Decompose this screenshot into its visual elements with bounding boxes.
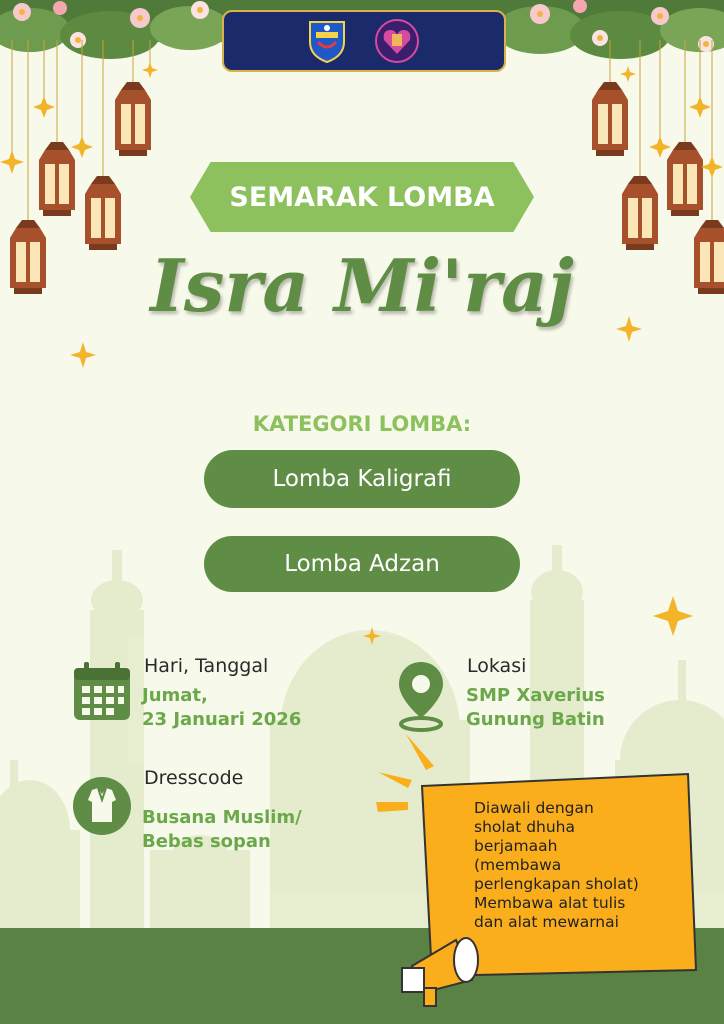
location-pin-icon (396, 660, 446, 732)
event-title: Isra Mi'raj (150, 243, 574, 328)
dresscode-value-line1: Busana Muslim/ (142, 807, 302, 828)
dresscode-value-line2: Bebas sopan (142, 831, 271, 852)
lantern-icon (39, 142, 75, 216)
date-value-line2: 23 Januari 2026 (142, 709, 302, 730)
header-plaque (222, 10, 506, 72)
calendar-icon (72, 660, 132, 722)
lantern-icon (10, 220, 46, 294)
star-icon (620, 66, 636, 82)
note-line: (membawa (474, 856, 562, 874)
note-line: sholat dhuha (474, 818, 575, 836)
note-line: dan alat mewarnai (474, 913, 619, 931)
lantern-icon (694, 220, 724, 294)
community-logo-icon (374, 18, 420, 64)
star-icon (689, 96, 711, 118)
category-pill-adzan (204, 536, 520, 592)
location-value-line2: Gunung Batin (466, 709, 605, 730)
star-icon (701, 156, 723, 178)
lantern-icon (622, 176, 658, 250)
note-line: Diawali dengan (474, 799, 594, 817)
lantern-icon (115, 82, 151, 156)
lantern-icon (667, 142, 703, 216)
shirt-icon (72, 776, 132, 836)
star-icon (0, 150, 24, 174)
note-text (474, 799, 694, 932)
categories-heading: KATEGORI LOMBA: (252, 412, 472, 436)
date-label: Hari, Tanggal (144, 655, 269, 677)
school-crest-icon (304, 18, 350, 64)
sparkle-icon (70, 342, 96, 368)
star-icon (33, 96, 55, 118)
note-line: Membawa alat tulis (474, 894, 626, 912)
location-label: Lokasi (467, 655, 527, 677)
lantern-icon (592, 82, 628, 156)
date-value-line1: Jumat, (142, 685, 208, 706)
note-line: berjamaah (474, 837, 558, 855)
star-icon (71, 136, 93, 158)
category-label: Lomba Adzan (284, 551, 440, 577)
star-icon (649, 136, 671, 158)
category-label: Lomba Kaligrafi (272, 466, 452, 492)
note-line: perlengkapan sholat) (474, 875, 639, 893)
location-value-line1: SMP Xaverius (466, 685, 605, 706)
sparkle-icon (653, 596, 693, 636)
star-icon (142, 62, 158, 78)
banner-label: SEMARAK LOMBA (229, 181, 495, 213)
category-pill-kaligrafi (204, 450, 520, 508)
sparkle-icon (616, 316, 642, 342)
dresscode-label: Dresscode (144, 767, 244, 789)
